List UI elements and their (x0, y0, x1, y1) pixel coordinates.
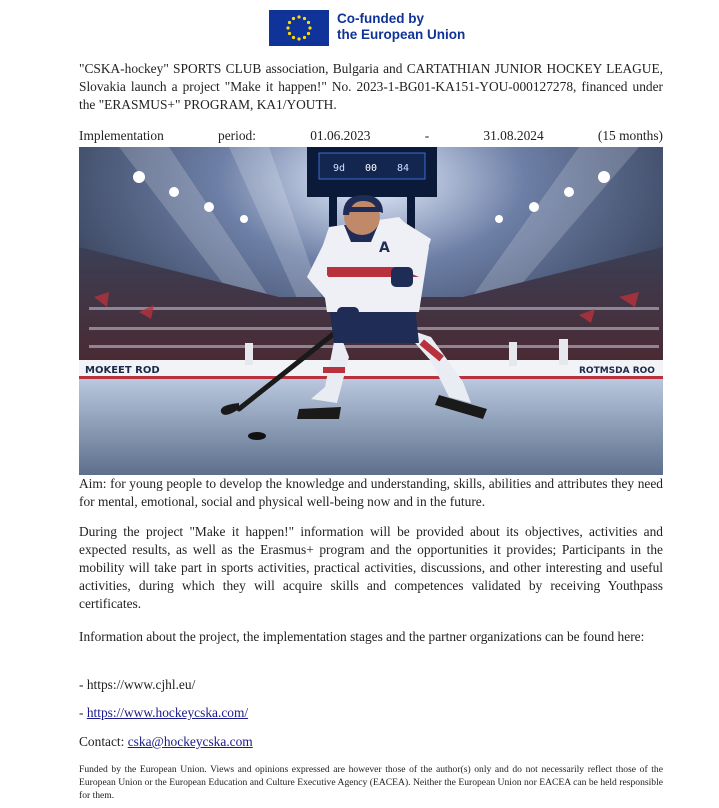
aim-paragraph: Aim: for young people to develop the knowledge and understanding, skills, abilities and attributes they need for mental, emotional, social and physical well-being now and in the future. (79, 476, 663, 509)
intro-paragraph: "CSKA-hockey" SPORTS CLUB association, Bulgaria and CARTATHIAN JUNIOR HOCKEY LEAGUE, Slovakia launch a project "Make it happen!" No. 2023-1-BG01-KA151-YOU-000127278, financed under the "ERASMUS+" PROGRAM, KA1/YOUTH. (79, 61, 663, 112)
captain-letter: A (379, 240, 390, 256)
link-cjhl-line (79, 676, 663, 694)
link-hockeycska-line (79, 704, 663, 722)
period-dash: - (424, 128, 430, 143)
eu-banner-line2: the European Union (337, 27, 466, 42)
period-duration: (15 months) (597, 128, 663, 143)
period-start: 01.06.2023 (310, 128, 371, 143)
contact-line (79, 733, 663, 751)
scoreboard-left-digits: 9d (333, 163, 346, 174)
contact-email-link[interactable]: cska@hockeycska.com (127, 734, 253, 749)
implementation-period (79, 127, 663, 145)
period-end: 31.08.2024 (483, 128, 544, 143)
scoreboard-mid-digits: 00 (365, 163, 378, 174)
period-word: period: (218, 128, 256, 143)
cjhl-link[interactable]: https://www.cjhl.eu/ (86, 677, 196, 692)
contact-label: Contact: (79, 734, 125, 749)
eu-banner-text (337, 11, 465, 43)
hockey-player-image (79, 147, 663, 475)
hockeycska-link[interactable]: https://www.hockeycska.com/ (86, 705, 249, 720)
eu-cofunded-banner (269, 10, 469, 46)
period-label: Implementation (79, 128, 164, 143)
info-paragraph: Information about the project, the implementation stages and the partner organizations can be found here: (79, 629, 645, 644)
hockey-arena-illustration (79, 147, 663, 475)
board-text-right: ROTMSDA ROO (579, 366, 655, 376)
scoreboard-right-digits: 84 (397, 163, 410, 174)
eu-flag-icon (269, 10, 329, 46)
link-prefix: - (79, 705, 87, 720)
eu-banner-line1: Co-funded by (337, 11, 424, 26)
funding-disclaimer: Funded by the European Union. Views and opinions expressed are however those of the author(s) only and do not necessarily reflect those of the European Union or the European Education and Culture Executive Agency (EACEA). Neither the European Union nor EACEA can be held responsible for them. (79, 764, 663, 801)
project-description-paragraph: During the project "Make it happen!" information will be provided about its objectives, activities and expected results, as well as the Erasmus+ program and the opportunities it provides; Participants in the mobility will take part in sports activities, practical activities, discussions, and other interesting and useful activities, during which they will acquire skills and competences validated by receiving Youthpass certificates. (79, 524, 663, 611)
link-prefix: - (79, 677, 87, 692)
board-text-left: MOKEET ROD (85, 365, 160, 376)
